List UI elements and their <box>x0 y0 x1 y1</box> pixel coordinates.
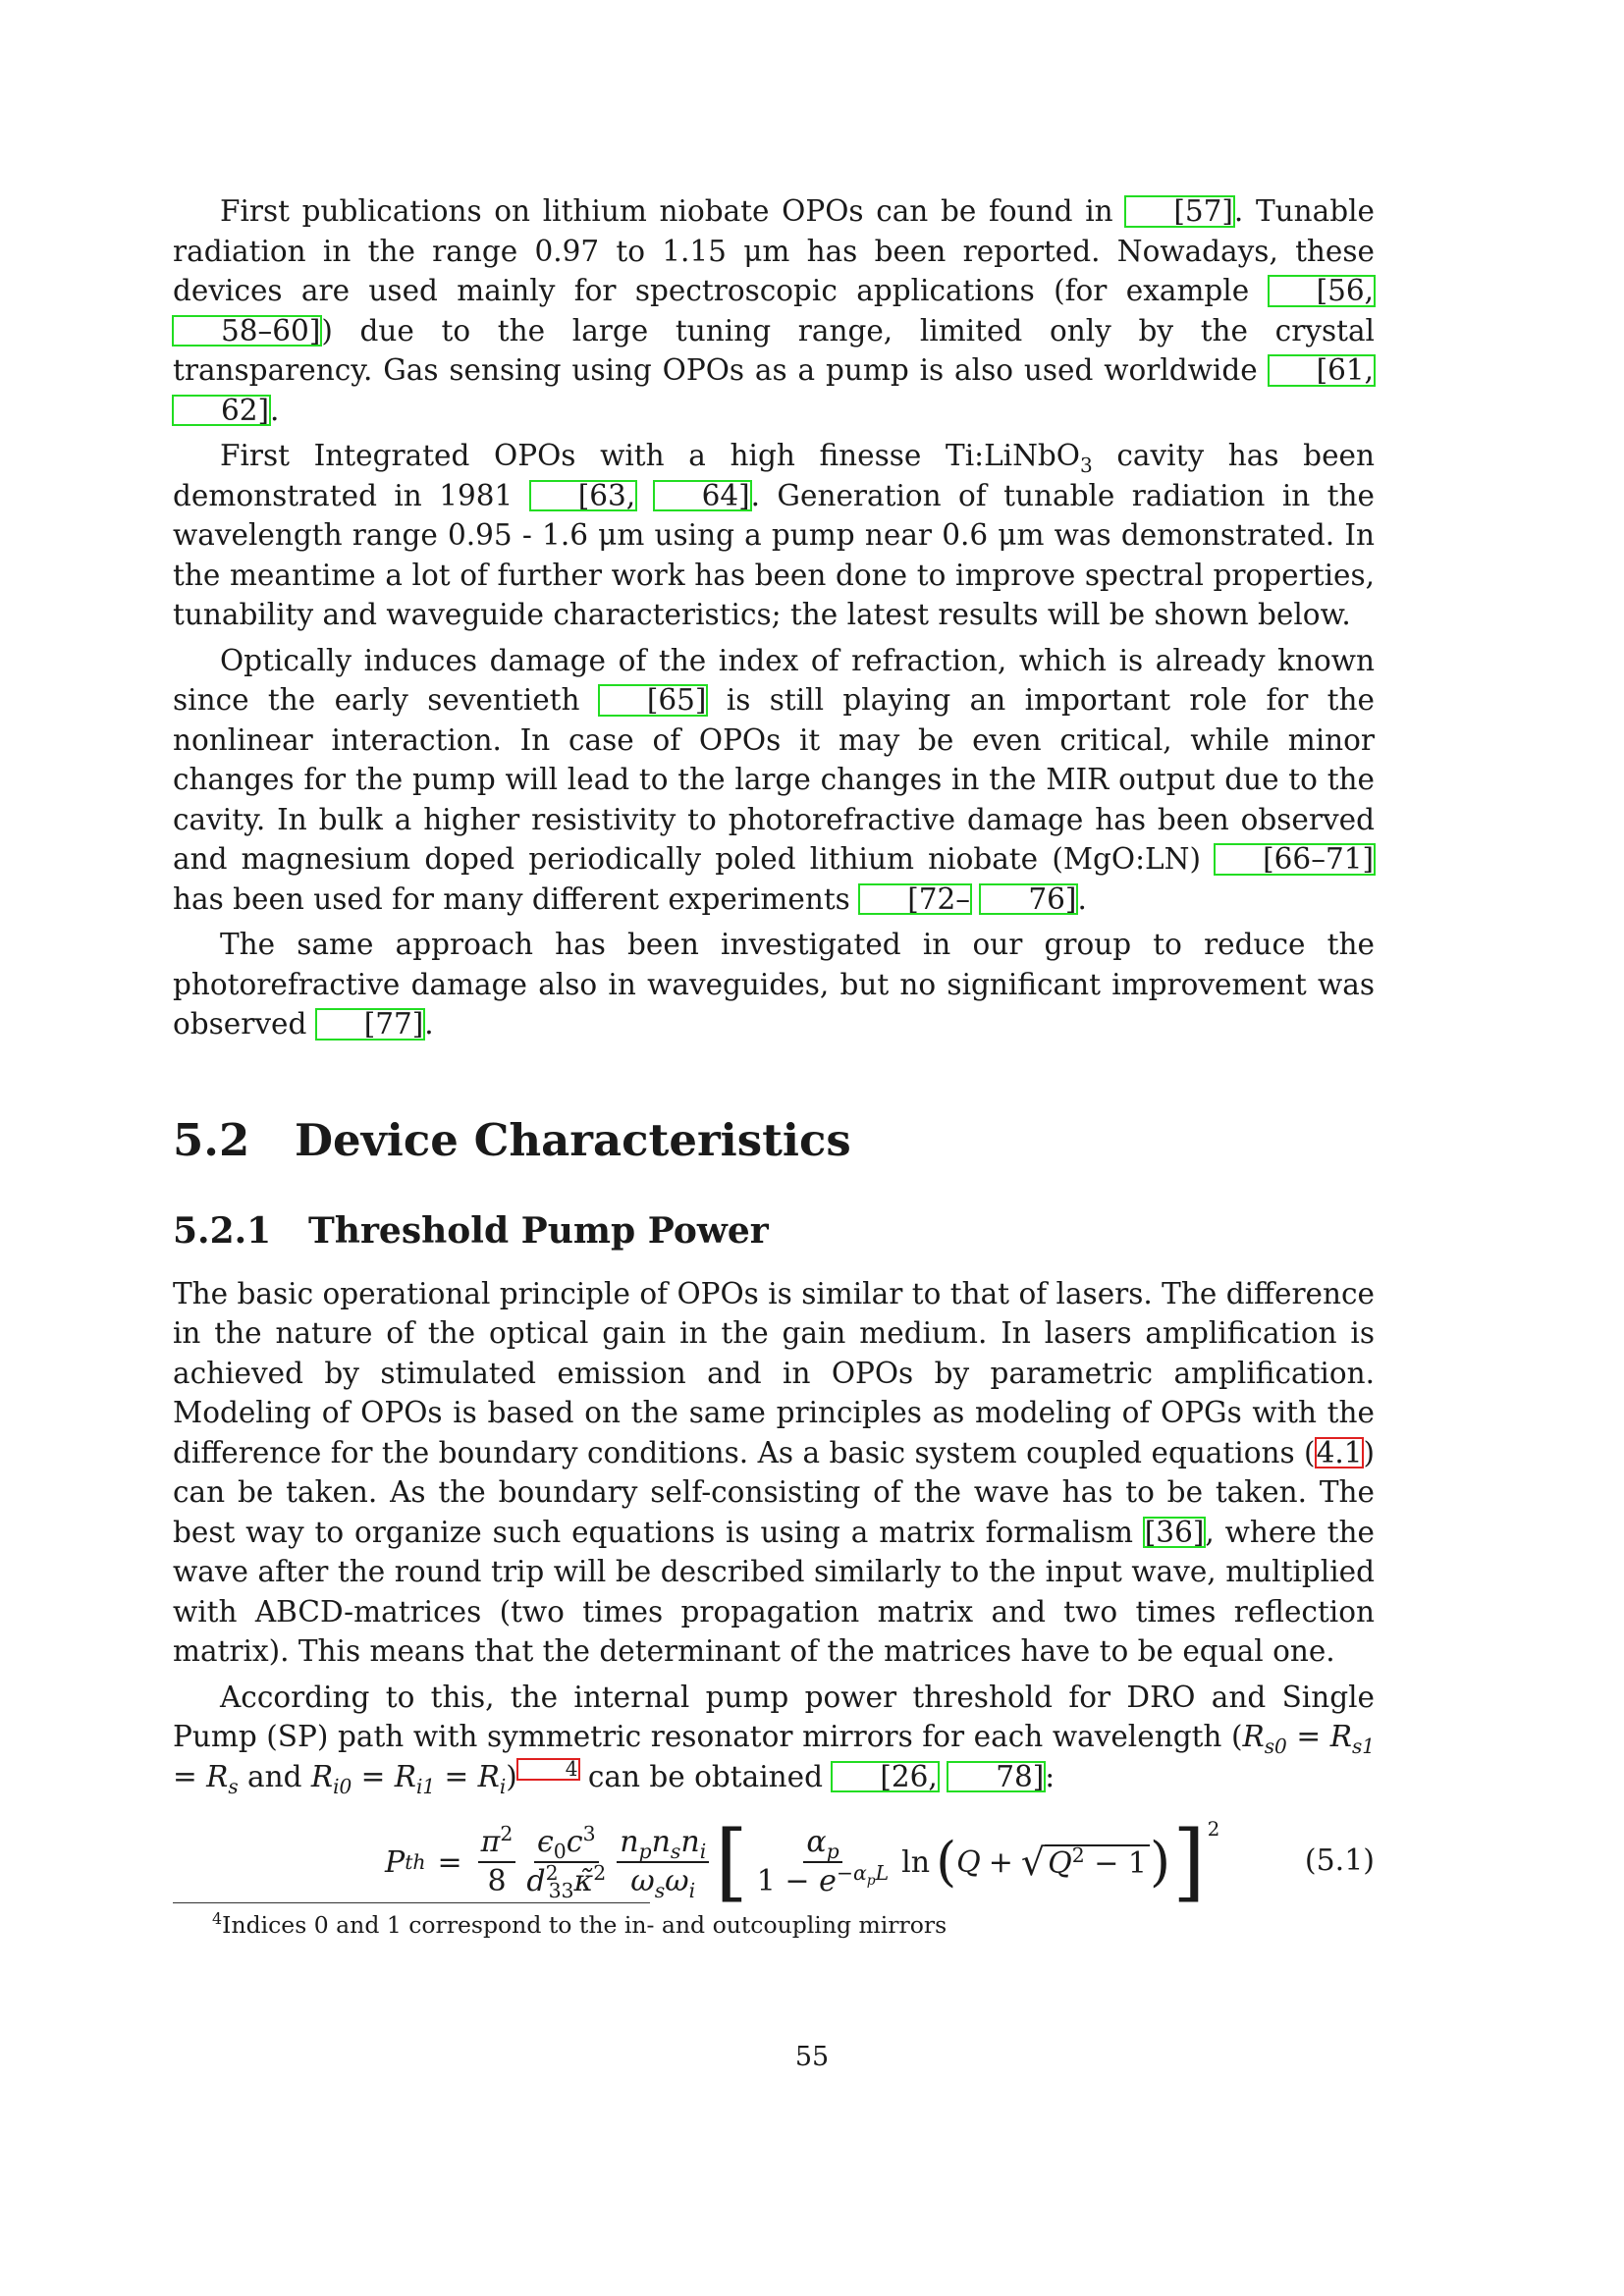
text: . <box>424 1007 434 1041</box>
footnote <box>212 1910 947 1940</box>
text: The basic operational principle of OPOs is similar to that of lasers. The difference in the nature of the optical gain in the gain medium. In lasers amplification is achieved by stimulated emission and in OPOs by parametric amplification. Modeling of OPOs is based on the same principles as modeling of OPGs with the difference for the boundary conditions. As a basic system coupled equations ( <box>173 1276 1375 1469</box>
fraction: $\frac{n_pn_sn_i}{\omega_s\omega_i}$ <box>617 1826 709 1898</box>
text: is still playing an important role for the nonlinear interaction. In case of OPOs it may be even critical, while minor changes for the pump will lead to the large changes in the MIR output due to the cavity. In bulk a higher resistivity to photorefractive damage has been observed and magnesium doped periodically poled lithium niobate (MgO:LN) <box>173 683 1375 876</box>
paragraph <box>173 436 1375 635</box>
section-number: 5.2 <box>173 1113 250 1166</box>
text: can be obtained <box>578 1759 833 1793</box>
text: First Integrated OPOs with a high finesse Ti:LiNbO <box>220 439 1080 472</box>
citation-link[interactable]: [77] <box>316 1009 425 1040</box>
text: = <box>1286 1720 1330 1753</box>
text: = <box>435 1759 478 1793</box>
subsection-heading <box>173 1209 1375 1253</box>
subscript: s1 <box>1351 1734 1375 1758</box>
citation-link[interactable]: [61, <box>1269 355 1375 386</box>
citation-link[interactable]: [72– <box>859 884 971 915</box>
text: According to this, the internal pump power threshold for DRO and Single Pump (SP) path with symmetric resonator mirrors for each wavelength ( <box>173 1680 1375 1753</box>
text: cavity has been demonstrated in 1981 <box>173 439 1375 512</box>
citation-link[interactable]: 64] <box>654 481 751 511</box>
subscript: th <box>405 1850 426 1874</box>
page-body <box>173 191 1375 1910</box>
equation-body: P th = $\frac{\pi^2}{8}$ $\frac{\epsilon_0c^3}{d^2_{33}\kappã^2}$ $\frac{n_pn_sn_i}{\omega_s\omega_i}$ [ $\frac{\alpha_p}{1 - e^{-\alpha_pL}}$ ln ( Q + √ $Q^2 - 1$ ) ] $^2$ <box>385 1813 1220 1911</box>
subscript: i <box>499 1774 507 1798</box>
footnote-mark: 4 <box>212 1909 223 1929</box>
text: , where the wave after the round trip will be described similarly to the input wave, multiplied with ABCD-matrices (two times propagation matrix and two times reflection matrix). This means that the determinant of the matrices have to be equal one. <box>173 1515 1375 1668</box>
subscript: 3 <box>1079 453 1093 477</box>
equation-link[interactable]: 4.1 <box>1316 1435 1363 1469</box>
text: ) can be taken. As the boundary self-consisting of the wave has to be taken. The best way to organize such equations is using a matrix formalism <box>173 1435 1375 1549</box>
citation-link[interactable]: [65] <box>599 685 708 716</box>
citation-link[interactable]: [63, <box>530 481 636 511</box>
math-var: R <box>1242 1720 1265 1753</box>
fraction: $\frac{\pi^2}{8}$ <box>478 1826 516 1898</box>
text: Optically induces damage of the index of refraction, which is already known since the early seventieth <box>173 643 1375 717</box>
subscript: i1 <box>415 1774 436 1798</box>
fraction: $\frac{\epsilon_0c^3}{d^2_{33}\kappã^2}$ <box>526 1822 607 1902</box>
citation-link[interactable]: 58–60] <box>173 316 321 347</box>
citation-link[interactable]: 62] <box>173 396 270 426</box>
text: = <box>173 1759 207 1793</box>
text: First publications on lithium niobate OPOs can be found in <box>220 194 1126 228</box>
section-heading <box>173 1113 1375 1168</box>
subsection-title: Threshold Pump Power <box>308 1209 769 1252</box>
math-var: R <box>1329 1720 1352 1753</box>
footnote-text: Indices 0 and 1 correspond to the in- and outcoupling mirrors <box>222 1911 947 1939</box>
text: : <box>1045 1759 1056 1793</box>
equation <box>173 1814 1375 1910</box>
citation-link[interactable]: [66–71] <box>1215 844 1375 875</box>
paragraph <box>173 1274 1375 1672</box>
text: = <box>352 1759 395 1793</box>
citation-link[interactable]: [56, <box>1269 276 1375 306</box>
text: The same approach has been investigated in our group to reduce the photorefractive damage also in waveguides, but no significant improvement was observed <box>173 928 1375 1041</box>
page-number: 55 <box>794 2042 830 2072</box>
text: ) due to the large tuning range, limited only by the crystal transparency. Gas sensing using OPOs as a pump is also used worldwide <box>173 313 1375 387</box>
citation-link[interactable]: 78] <box>947 1762 1045 1792</box>
citation-link[interactable]: [26, <box>832 1762 938 1792</box>
math-var: R <box>206 1759 229 1793</box>
equation-number: (5.1) <box>1304 1843 1375 1878</box>
citation-link[interactable]: [36] <box>1144 1515 1205 1549</box>
math-var: P <box>385 1844 406 1880</box>
text: has been used for many different experiments <box>173 881 860 916</box>
citation-link[interactable]: 76] <box>980 884 1077 915</box>
text: . <box>1077 881 1087 916</box>
footnote-divider <box>173 1902 650 1903</box>
footnote-link[interactable]: 4 <box>517 1759 579 1780</box>
text: . Tunable radiation in the range 0.97 to 1.15 μm has been reported. Nowadays, these devices are used mainly for spectroscopic applications (for example <box>173 194 1375 307</box>
math-var: R <box>477 1759 500 1793</box>
math-var: R <box>394 1759 416 1793</box>
paragraph: According to this, the internal pump power threshold for DRO and Single Pump (SP) path with symmetric resonator mirrors for each wavelength ($R_{s0} = R_{s1} = R_s$ and $R_{i0} = R_{i1} = R_i$) $^4$ can be obtained [26, 78]: <box>173 1680 1375 1798</box>
paragraph <box>173 191 1375 430</box>
subscript: i0 <box>333 1774 352 1798</box>
paragraph <box>173 925 1375 1044</box>
subsection-number: 5.2.1 <box>173 1209 272 1252</box>
subscript: s <box>228 1774 239 1798</box>
citation-link[interactable]: [57] <box>1125 196 1234 227</box>
text: and <box>238 1759 311 1793</box>
section-title: Device Characteristics <box>295 1113 851 1166</box>
math-var: R <box>310 1759 334 1793</box>
text: . Generation of tunable radiation in the wavelength range 0.95 - 1.6 μm using a pump near 0.6 μm was demonstrated. In the meantime a lot of further work has been done to improve spectral properties, tunability and waveguide characteristics; the latest results will be shown below. <box>173 478 1375 631</box>
paragraph <box>173 641 1375 920</box>
text: . <box>270 393 280 427</box>
subscript: s0 <box>1264 1734 1287 1758</box>
fraction: $\frac{\alpha_p}{1 - e^{-\alpha_pL}}$ <box>756 1825 890 1898</box>
